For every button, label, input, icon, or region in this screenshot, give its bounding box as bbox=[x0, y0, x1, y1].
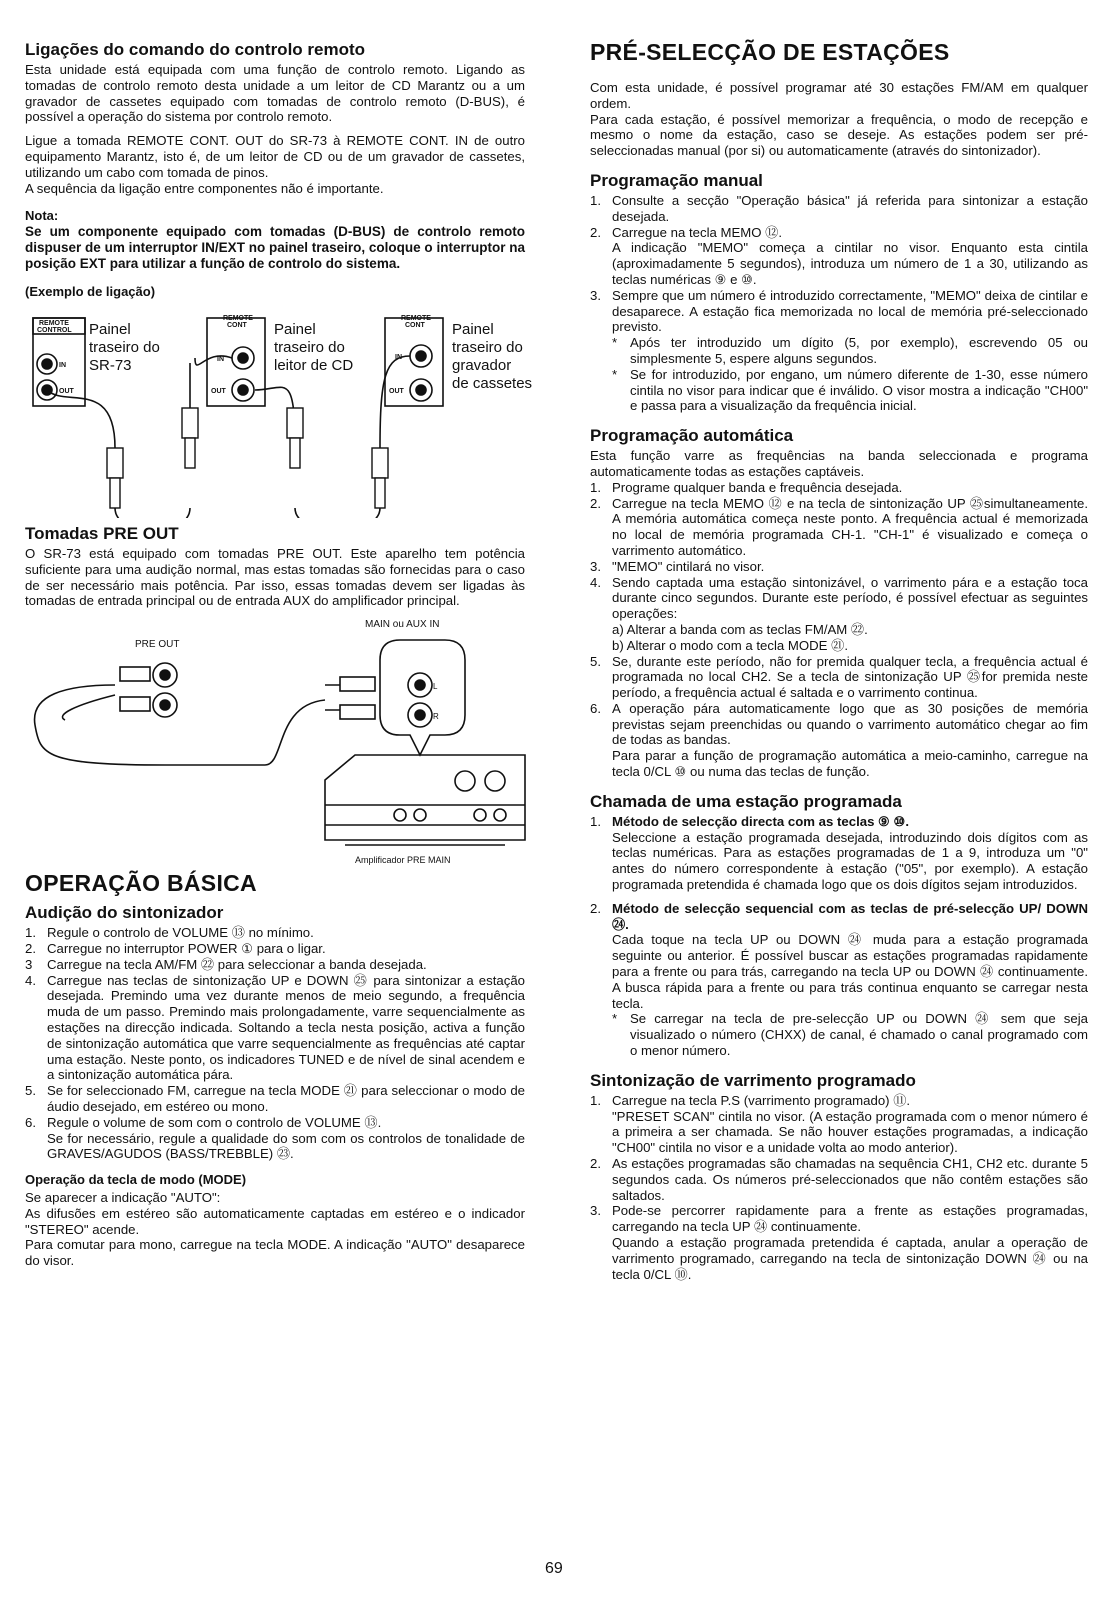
panel1-line3: SR-73 bbox=[89, 356, 132, 374]
cas-remote-label-1: REMOTE bbox=[401, 314, 431, 322]
scan-item3-extra: Quando a estação programada pretendida é captada, anular a operação de varrimento programado, carregando na tecla de sintonização DOWN ㉔ ou na tecla 0/CL ⑩. bbox=[612, 1235, 1088, 1282]
preout-section bbox=[25, 524, 525, 609]
left-column bbox=[25, 40, 533, 1269]
panel3-line1: Painel bbox=[452, 320, 494, 338]
call-i2-star: * Se carregar na tecla de pre-selecção UP ou DOWN ㉔ sem que seja visualizado o número (CHXX) de canal, é chamado o canal programado com o menor número. bbox=[612, 1011, 1088, 1059]
scan-title: Sintonização de varrimento programado bbox=[590, 1070, 916, 1090]
list-item: 4. Sendo captada uma estação sintonizável, o varrimento pára e a estação toca durante cinco segundos. Durante este período, é possível efectuar as seguintes operações: bbox=[590, 574, 1088, 622]
remote-connection-diagram bbox=[25, 308, 533, 518]
preselect-section bbox=[590, 38, 1088, 159]
remote-p3: A sequência da ligação entre componentes não é importante. bbox=[25, 180, 384, 196]
auto-item4-b: b) Alterar o modo com a tecla MODE ㉑. bbox=[612, 637, 848, 653]
scan-list-2 bbox=[590, 1156, 1088, 1235]
list-item: 4. Carregue nas teclas de sintonização UP e DOWN ㉕ para sintonizar a estação desejada. Premindo uma vez durante menos de meio segundo, a frequência muda de um passo. Premindo mais prolongadamente, varre sequencialmente as estações na direcção indicada. Soltando a tecla nesta posição, activa a função de sintonização automática que varre sequencialmente as frequências até captar uma estação. Neste ponto, os indicadores TUNED e de nível de sinal acendem e a sintonização automática pára. bbox=[25, 972, 525, 1083]
list-item: 6. A operação pára automaticamente logo que as 30 posições de memória previstas sejam preenchidas ou quando o varrimento automático chegar ao fim de todas as bandas. bbox=[590, 700, 1088, 748]
preselect-p1: Com esta unidade, é possível programar até 30 estações FM/AM em qualquer ordem. bbox=[590, 80, 1088, 111]
auto-item6-extra: Para parar a função de programação automática a meio-caminho, carregue na tecla 0/CL ⑩ ou numa das teclas de função. bbox=[612, 748, 1088, 780]
operacao-item6-extra: Se for necessário, regule a qualidade do som com os controlos de tonalidade de GRAVES/AGUDOS (BASS/TREBBLE) ㉓. bbox=[47, 1130, 525, 1162]
remote-section bbox=[25, 40, 525, 300]
note-text: Se um componente equipado com tomadas (D-BUS) de controlo remoto dispuser de um interruptor IN/EXT no painel traseiro, coloque o interruptor na posição EXT para utilizar a função de controlo do sistema. bbox=[25, 224, 525, 272]
operacao-list bbox=[25, 925, 525, 1130]
auto-p1: Esta função varre as frequências na banda seleccionada e programa automaticamente todas as estações captáveis. bbox=[590, 448, 1088, 479]
panel2-line3: leitor de CD bbox=[274, 356, 354, 374]
cas-remote-label-2: CONT bbox=[405, 321, 425, 329]
operacao-title: OPERAÇÃO BÁSICA bbox=[25, 870, 257, 897]
right-column bbox=[590, 38, 1088, 1294]
panel1-line2: traseiro do bbox=[89, 338, 160, 356]
list-item: 5. Se, durante este período, não for premida qualquer tecla, a frequência actual é programada no local CH2. Se a tecla de sintonização UP ㉕for premida neste período, a frequência actual é saltada e o varrimento continua. bbox=[590, 653, 1088, 701]
manual-star-2: * Se for introduzido, por engano, um número diferente de 1-30, esse número cintila no visor para indicar que é inválido. O visor mostra a indicação "CH00" e passa para a visualização da frequência inicial. bbox=[612, 366, 1088, 414]
panel3-line2: traseiro do bbox=[452, 338, 523, 356]
list-item: 1. Método de selecção directa com as teclas ⑨ ⑩. bbox=[590, 813, 910, 829]
amp-label: Amplificador PRE MAIN bbox=[355, 855, 451, 866]
list-item: 2. Método de selecção sequencial com as teclas de pré-selecção UP/ DOWN ㉔. bbox=[590, 900, 1088, 932]
panel3-line4: de cassetes bbox=[452, 374, 533, 392]
list-item: 3 Carregue na tecla AM/FM ㉒ para seleccionar a banda desejada. bbox=[25, 956, 427, 972]
note-label: Nota: bbox=[25, 208, 59, 224]
cas-in-label: IN bbox=[395, 353, 402, 361]
scan-section bbox=[590, 1071, 1088, 1283]
sr73-out-label: OUT bbox=[59, 387, 74, 395]
list-item: 1. Regule o controlo de VOLUME ⑬ no mínimo. bbox=[25, 925, 314, 941]
auto-title: Programação automática bbox=[590, 426, 794, 446]
preselect-p2: Para cada estação, é possível memorizar a frequência, o modo de recepção e mesmo o nome da estação, caso se deseje. As estações podem ser pré-seleccionadas manual (por si) ou automaticamente (através do sintonizador). bbox=[590, 111, 1088, 159]
list-item: 2. Carregue na tecla MEMO ⑫. bbox=[590, 224, 783, 240]
r-label: R bbox=[433, 712, 439, 722]
call-i2-body: Cada toque na tecla UP ou DOWN ㉔ muda para a estação programada seguinte ou anterior. É possível buscar as estações programadas rapidamente para a frente ou para trás, carregando na tecla UP ou DOWN ㉔ continuamente. A busca rápida para a frente ou para trás continua enquanto se carregar nesta tecla. bbox=[612, 932, 1088, 1011]
page-number: 69 bbox=[545, 1560, 563, 1577]
manual-list bbox=[590, 193, 1088, 240]
main-aux-label: MAIN ou AUX IN bbox=[365, 619, 440, 631]
sr73-remote-label-1: REMOTE bbox=[39, 319, 69, 327]
remote-p2: Ligue a tomada REMOTE CONT. OUT do SR-73 à REMOTE CONT. IN de outro equipamento Marantz, isto é, de um leitor de CD ou de um gravador de cassetes, utilizando um cabo com tomada de pinos. bbox=[25, 133, 525, 180]
list-item: 3. Sempre que um número é introduzido correctamente, "MEMO" deixa de cintilar e desaparece. A estação fica memorizada no local de memória pré-seleccionado previsto. bbox=[590, 287, 1088, 335]
auto-list-2 bbox=[590, 654, 1088, 749]
cd-remote-label-2: CONT bbox=[227, 321, 247, 329]
mode-p1: Se aparecer a indicação "AUTO": bbox=[25, 1189, 221, 1205]
manual-star-1: * Após ter introduzido um dígito (5, por exemplo), escrevendo 05 ou simplesmente 5, espere alguns segundos. bbox=[612, 335, 1088, 366]
list-item: 1. Carregue na tecla P.S (varrimento programado) ⑪. bbox=[590, 1092, 911, 1108]
l-label: L bbox=[433, 682, 438, 692]
cd-remote-label-1: REMOTE bbox=[223, 314, 253, 322]
preout-title: Tomadas PRE OUT bbox=[25, 523, 179, 543]
cas-out-label: OUT bbox=[389, 387, 404, 395]
sr73-in-label: IN bbox=[59, 361, 66, 369]
sr73-remote-label-2: CONTROL bbox=[37, 326, 72, 334]
mode-title: Operação da tecla de modo (MODE) bbox=[25, 1172, 247, 1188]
list-item: 3. Pode-se percorrer rapidamente para a frente as estações programadas, carregando na tecla UP ㉔ continuamente. bbox=[590, 1203, 1088, 1235]
remote-p1: Esta unidade está equipada com uma função de controlo remoto. Ligando as tomadas de controlo remoto desta unidade a um leitor de CD Marantz ou a um gravador de cassetes equipado com tomadas de controlo remoto (D-BUS), é possível a operação do sistema por controlo remoto. bbox=[25, 62, 525, 125]
auto-item4-a: a) Alterar a banda com as teclas FM/AM ㉒. bbox=[612, 621, 868, 637]
pre-out-label: PRE OUT bbox=[135, 639, 180, 651]
scan-item1-extra: "PRESET SCAN" cintila no visor. (A estação programada com o menor número é a primeira a ser chamada. Se não houver estações programadas, a indicação "CH00" cintila no visor e a unidade volta ao modo anterior). bbox=[612, 1108, 1088, 1156]
list-item: 2. Carregue no interruptor POWER ① para o ligar. bbox=[25, 940, 326, 956]
auto-section bbox=[590, 426, 1088, 780]
call-list-2 bbox=[590, 901, 1088, 933]
manual-title: Programação manual bbox=[590, 170, 763, 190]
call-list bbox=[590, 814, 1088, 830]
list-item: 1. Consulte a secção "Operação básica" já referida para sintonizar a estação desejada. bbox=[590, 192, 1088, 224]
list-item: 2. As estações programadas são chamadas na sequência CH1, CH2 etc. durante 5 segundos cada. Os números pré-seleccionados que não contêm estações são saltados. bbox=[590, 1156, 1088, 1203]
call-i1-body: Seleccione a estação programada desejada, introduzindo dois dígitos com as teclas numéricas. Para as estações programadas de 1 a 9, introduza um "0" antes do número correspondente à estação ("05", por exemplo). A estação programada pretendida é chamada logo que os dois dígitos sejam introduzidos. bbox=[612, 829, 1088, 893]
cd-out-label: OUT bbox=[211, 387, 226, 395]
panel1-line1: Painel bbox=[89, 320, 131, 338]
preout-diagram bbox=[25, 615, 525, 865]
mode-p3: Para comutar para mono, carregue na tecla MODE. A indicação "AUTO" desaparece do visor. bbox=[25, 1237, 525, 1269]
panel2-line2: traseiro do bbox=[274, 338, 345, 356]
list-item: 3. "MEMO" cintilará no visor. bbox=[590, 558, 765, 574]
list-item: 1. Programe qualquer banda e frequência desejada. bbox=[590, 479, 903, 495]
scan-list bbox=[590, 1093, 1088, 1109]
preselect-title: PRÉ-SELECÇÃO DE ESTAÇÕES bbox=[590, 39, 950, 65]
preout-p1: O SR-73 está equipado com tomadas PRE OUT. Este aparelho tem potência suficiente para uma audição normal, mas estas tomadas são fornecidas para o caso de ser necessário mais potência. Par isso, essas tomadas devem ser ligadas às tomadas de entrada principal ou de entrada AUX do amplificador principal. bbox=[25, 545, 525, 609]
manual-section bbox=[590, 171, 1088, 414]
panel2-line1: Painel bbox=[274, 320, 316, 338]
call-title: Chamada de uma estação programada bbox=[590, 791, 902, 811]
panel3-line3: gravador bbox=[452, 356, 512, 374]
list-item: 2. Carregue na tecla MEMO ⑫ e na tecla de sintonização UP ㉕simultaneamente. A memória automática começa neste ponto. A frequência actual é memorizada no local de memória programada CH-1. "CH-1" é visualizado e começa o varrimento automático. bbox=[590, 495, 1088, 558]
mode-p2: As difusões em estéreo são automaticamente captadas em estéreo e o indicador "STEREO" acende. bbox=[25, 1205, 525, 1237]
list-item: 5. Se for seleccionado FM, carregue na tecla MODE ㉑ para seleccionar o modo de áudio desejado, em estéreo ou mono. bbox=[25, 1083, 525, 1114]
manual-item2-extra: A indicação "MEMO" começa a cintilar no visor. Enquanto esta cintila (aproximadamente 5 segundos), introduza um número de 1 a 30, utilizando as teclas numéricas ⑨ e ⑩. bbox=[612, 240, 1088, 287]
cd-in-label: IN bbox=[217, 355, 224, 363]
example-label: (Exemplo de ligação) bbox=[25, 284, 156, 300]
call-section bbox=[590, 792, 1088, 1059]
auto-list bbox=[590, 480, 1088, 622]
operacao-section bbox=[25, 869, 525, 1269]
list-item: 6. Regule o volume de som com o controlo de VOLUME ⑬. bbox=[25, 1114, 382, 1130]
remote-title: Ligações do comando do controlo remoto bbox=[25, 40, 366, 59]
operacao-sub: Audição do sintonizador bbox=[25, 903, 224, 923]
manual-list-2 bbox=[590, 288, 1088, 335]
